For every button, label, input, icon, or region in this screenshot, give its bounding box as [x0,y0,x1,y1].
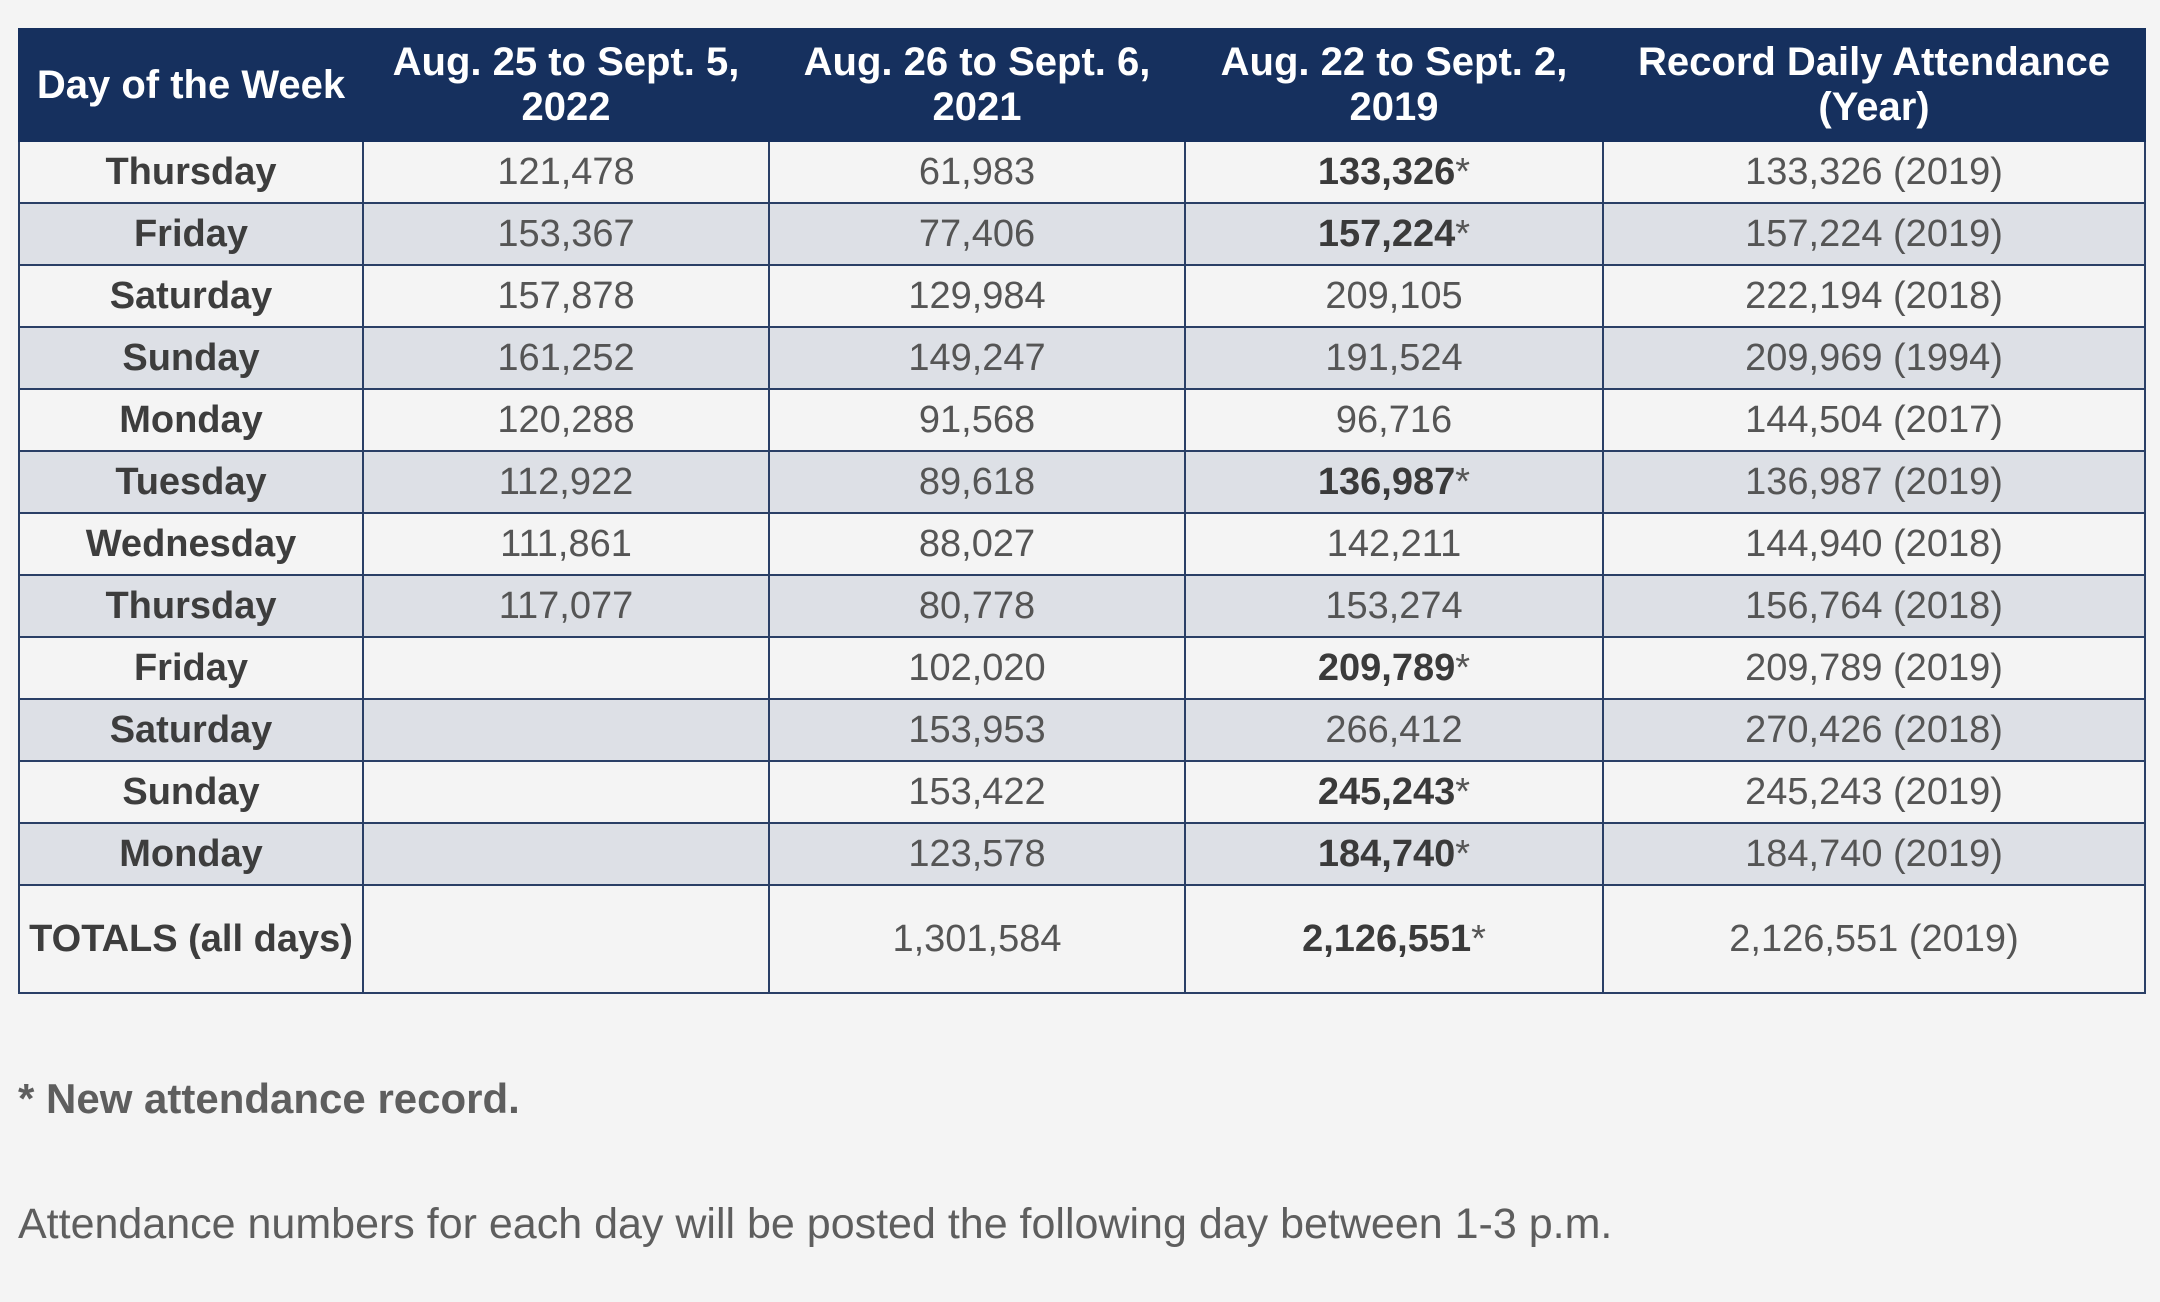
cell-2019 [1185,389,1603,451]
cell-day: TOTALS (all days) [19,885,363,993]
cell-2019-value: 266,412 [1325,708,1463,751]
cell-2022 [363,885,769,993]
header-2021: Aug. 26 to Sept. 6, 2021 [769,29,1185,141]
new-record-asterisk: * [1455,832,1471,875]
cell-2022: 153,367 [363,203,769,265]
cell-2019 [1185,265,1603,327]
cell-record: 144,940 (2018) [1603,513,2145,575]
new-record-asterisk: * [1455,460,1471,503]
cell-record: 136,987 (2019) [1603,451,2145,513]
cell-record: 156,764 (2018) [1603,575,2145,637]
table-row [19,327,2145,389]
cell-record: 157,224 (2019) [1603,203,2145,265]
cell-2019-value: 2,126,551 [1302,918,1472,960]
cell-day: Sunday [19,761,363,823]
table-row [19,761,2145,823]
header-record: Record Daily Attendance (Year) [1603,29,2145,141]
attendance-table [18,28,2146,994]
cell-2021: 77,406 [769,203,1185,265]
cell-2022: 120,288 [363,389,769,451]
cell-day: Monday [19,823,363,885]
cell-2019-value: 245,243 [1317,770,1456,813]
cell-2019-value: 184,740 [1317,832,1456,875]
new-record-asterisk: * [1471,918,1486,960]
cell-2019 [1185,699,1603,761]
cell-2019-value: 153,274 [1325,584,1463,627]
cell-2022: 117,077 [363,575,769,637]
cell-2021: 129,984 [769,265,1185,327]
table-row [19,513,2145,575]
new-record-asterisk: * [1455,646,1471,689]
cell-2021: 61,983 [769,141,1185,203]
cell-2021: 88,027 [769,513,1185,575]
cell-record: 184,740 (2019) [1603,823,2145,885]
cell-2019-value: 209,789 [1317,646,1456,689]
cell-day: Friday [19,637,363,699]
cell-2022: 161,252 [363,327,769,389]
cell-2022: 121,478 [363,141,769,203]
table-row [19,203,2145,265]
cell-2022 [363,699,769,761]
new-record-asterisk: * [1455,770,1471,813]
cell-2021: 89,618 [769,451,1185,513]
cell-day: Wednesday [19,513,363,575]
cell-2021: 1,301,584 [769,885,1185,993]
cell-2019-value: 96,716 [1335,398,1453,441]
cell-2019 [1185,141,1603,203]
cell-record: 133,326 (2019) [1603,141,2145,203]
posting-note: Attendance numbers for each day will be posted the following day between 1-3 p.m. [18,1200,1613,1248]
cell-2019 [1185,575,1603,637]
cell-day: Saturday [19,265,363,327]
cell-day: Saturday [19,699,363,761]
cell-2019-value: 136,987 [1317,460,1456,503]
table-row [19,265,2145,327]
table-row [19,699,2145,761]
cell-record: 245,243 (2019) [1603,761,2145,823]
cell-2019 [1185,513,1603,575]
cell-record: 209,969 (1994) [1603,327,2145,389]
cell-2019-value: 133,326 [1317,150,1456,193]
table-row [19,637,2145,699]
header-2019: Aug. 22 to Sept. 2, 2019 [1185,29,1603,141]
totals-row [19,885,2145,993]
cell-record: 209,789 (2019) [1603,637,2145,699]
cell-2021: 91,568 [769,389,1185,451]
cell-2019-value: 142,211 [1326,522,1462,565]
cell-2022 [363,761,769,823]
cell-2022: 112,922 [363,451,769,513]
cell-2021: 80,778 [769,575,1185,637]
record-footnote: * New attendance record. [18,1075,520,1122]
cell-2022 [363,823,769,885]
cell-record: 270,426 (2018) [1603,699,2145,761]
header-day-of-week: Day of the Week [19,29,363,141]
cell-2019 [1185,637,1603,699]
cell-2019 [1185,327,1603,389]
new-record-asterisk: * [1455,150,1471,193]
cell-2019 [1185,823,1603,885]
cell-2019 [1185,761,1603,823]
cell-day: Friday [19,203,363,265]
cell-2022 [363,637,769,699]
table-body [19,141,2145,993]
cell-record: 2,126,551 (2019) [1603,885,2145,993]
cell-day: Monday [19,389,363,451]
cell-day: Sunday [19,327,363,389]
cell-record: 144,504 (2017) [1603,389,2145,451]
cell-2021: 123,578 [769,823,1185,885]
cell-2021: 153,422 [769,761,1185,823]
cell-2021: 149,247 [769,327,1185,389]
table-row [19,823,2145,885]
cell-day: Thursday [19,141,363,203]
cell-2021: 102,020 [769,637,1185,699]
new-record-asterisk: * [1455,212,1471,255]
cell-2021: 153,953 [769,699,1185,761]
cell-day: Thursday [19,575,363,637]
cell-2022: 111,861 [363,513,769,575]
table-row [19,451,2145,513]
cell-2019-value: 209,105 [1325,274,1463,317]
table-header-row [19,29,2145,141]
table-row [19,389,2145,451]
table-row [19,141,2145,203]
cell-2019 [1185,451,1603,513]
cell-2019 [1185,885,1603,993]
cell-2019-value: 157,224 [1317,212,1456,255]
cell-2019-value: 191,524 [1325,336,1463,379]
header-2022: Aug. 25 to Sept. 5, 2022 [363,29,769,141]
cell-2019 [1185,203,1603,265]
cell-day: Tuesday [19,451,363,513]
attendance-table-container [18,28,2144,994]
cell-record: 222,194 (2018) [1603,265,2145,327]
cell-2022: 157,878 [363,265,769,327]
table-row [19,575,2145,637]
